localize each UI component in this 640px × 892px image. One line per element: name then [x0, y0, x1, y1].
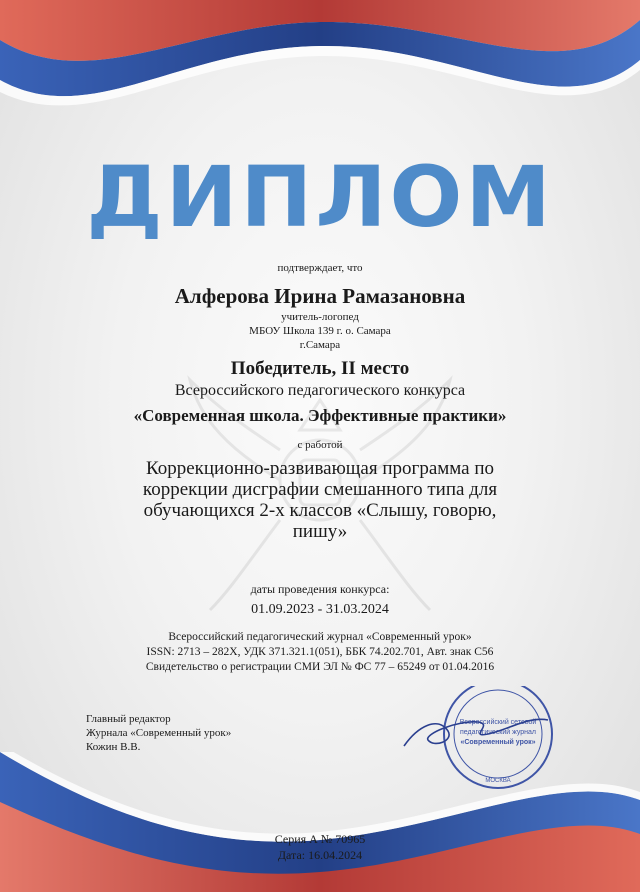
journal-name: Всероссийский педагогический журнал «Современный урок»	[168, 631, 472, 643]
editor-journal: Журнала «Современный урок»	[86, 727, 232, 739]
diploma-title: ДИПЛОМ	[86, 148, 554, 246]
work-title-line: коррекции дисграфии смешанного типа для	[142, 479, 498, 500]
stamp-text: «Современный урок»	[460, 739, 536, 746]
journal-codes: ISSN: 2713 – 282X, УДК 371.321.1(051), ББК 74.202.701, Авт. знак С56	[146, 646, 494, 658]
editor-name: Кожин В.В.	[86, 741, 141, 753]
series-number: Серия А № 70965	[274, 832, 366, 846]
dates-range: 01.09.2023 - 31.03.2024	[251, 602, 389, 617]
stamp-text: Всероссийский сетевой	[459, 719, 537, 726]
recipient-school: МБОУ Школа 139 г. о. Самара	[249, 325, 391, 337]
work-title-line: Коррекционно-развивающая программа по	[145, 458, 495, 479]
editor-title: Главный редактор	[86, 713, 171, 725]
contest-name: «Современная школа. Эффективные практики»	[133, 406, 507, 425]
recipient-position: учитель-логопед	[281, 311, 359, 323]
recipient-city: г.Самара	[299, 339, 341, 351]
work-label: с работой	[297, 439, 343, 451]
contest-type: Всероссийского педагогического конкурса	[174, 382, 466, 399]
work-title-line: обучающихся 2-х классов «Слышу, говорю,	[143, 500, 497, 521]
stamp-city: МОСКВА	[485, 778, 511, 784]
journal-registration: Свидетельство о регистрации СМИ ЭЛ № ФС 77 – 65249 от 01.04.2016	[145, 661, 495, 673]
issue-date: Дата: 16.04.2024	[277, 848, 363, 862]
confirms-text: подтверждает, что	[277, 262, 363, 274]
recipient-name: Алферова Ирина Рамазановна	[174, 284, 466, 308]
award-place: Победитель, II место	[230, 358, 410, 379]
journal-stamp	[398, 686, 558, 796]
work-title	[0, 458, 640, 542]
work-title-line: пишу»	[292, 521, 348, 542]
stamp-text: педагогический журнал	[459, 729, 537, 736]
top-wave-decoration	[0, 0, 640, 135]
dates-label: даты проведения конкурса:	[250, 582, 390, 596]
